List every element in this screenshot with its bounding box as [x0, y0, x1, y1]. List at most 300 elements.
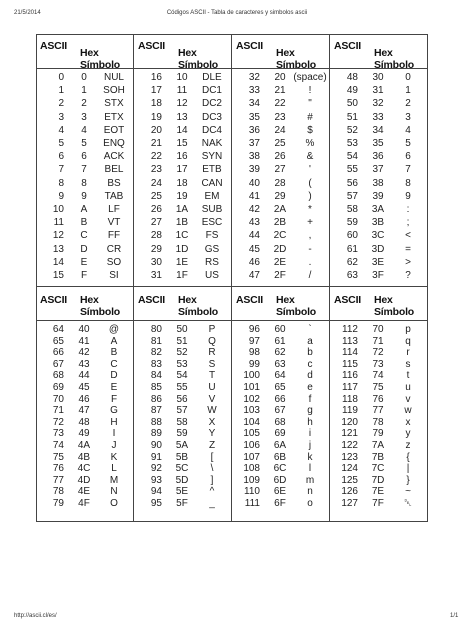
symbol-cell: Y [208, 428, 216, 440]
symbol-cell: US [205, 270, 219, 281]
hex-cell: 26 [274, 151, 286, 163]
decimal-cell: 102 [243, 393, 260, 405]
symbol-cell: V [208, 393, 216, 405]
ascii-quadrant [330, 34, 428, 287]
symbol-cell: Z [208, 440, 216, 451]
symbol-cell: ? [405, 270, 411, 281]
symbol-cell: 5 [405, 138, 411, 149]
hex-cell: 3D [371, 243, 385, 255]
header-hex-symbol: Hex Símbolo [374, 294, 415, 318]
decimal-cell: 59 [346, 217, 358, 229]
table-row [36, 164, 133, 177]
hex-cell: 66 [274, 393, 286, 405]
symbol-cell: B [110, 347, 118, 359]
table-row [36, 138, 133, 151]
hex-cell: 23 [274, 111, 286, 123]
ascii-quadrant [36, 34, 134, 287]
hex-cell: 63 [274, 358, 286, 370]
decimal-cell: 120 [341, 416, 358, 428]
decimal-cell: 23 [150, 164, 162, 176]
decimal-cell: 96 [248, 324, 260, 335]
decimal-cell: 45 [248, 243, 260, 255]
decimal-cell: 14 [52, 256, 64, 268]
hex-cell: 5F [176, 498, 188, 509]
table-row [36, 191, 133, 204]
hex-cell: 28 [274, 177, 286, 189]
table-row [134, 125, 231, 138]
decimal-cell: 94 [150, 486, 162, 498]
symbol-cell: SOH [103, 85, 125, 97]
symbol-cell: 8 [405, 177, 411, 189]
decimal-cell: 38 [248, 151, 260, 163]
decimal-cell: 35 [248, 111, 260, 123]
hex-cell: 5D [175, 474, 189, 486]
symbol-cell: VT [107, 217, 121, 229]
decimal-cell: 66 [52, 347, 64, 359]
hex-cell: 53 [176, 358, 188, 370]
decimal-cell: 97 [248, 335, 260, 347]
hex-cell: 4C [77, 463, 91, 475]
decimal-cell: 95 [150, 498, 162, 509]
hex-cell: 57 [176, 405, 188, 417]
table-row [232, 191, 329, 204]
decimal-cell: 29 [150, 243, 162, 255]
symbol-cell: s [405, 358, 411, 370]
symbol-cell: d [307, 370, 313, 382]
hex-cell: 2A [273, 204, 287, 215]
decimal-cell: 51 [346, 111, 358, 123]
ascii-table-top-band [36, 34, 428, 287]
hex-cell: 4 [81, 124, 87, 136]
decimal-cell: 114 [342, 347, 358, 359]
header-ascii: ASCII [236, 294, 264, 306]
symbol-cell: ] [210, 474, 214, 486]
table-row [330, 112, 428, 125]
table-row [134, 178, 231, 191]
symbol-cell: T [208, 370, 216, 382]
hex-cell: 12 [176, 98, 188, 110]
table-row [134, 151, 231, 164]
table-row [36, 85, 133, 98]
table-row [134, 72, 231, 85]
hex-cell: 6E [273, 486, 287, 498]
symbol-cell: f [308, 393, 312, 405]
table-row [36, 125, 133, 138]
decimal-cell: 31 [150, 270, 162, 281]
symbol-cell: P [208, 324, 216, 335]
symbol-cell: a [307, 335, 313, 347]
hex-cell: 2C [273, 230, 287, 242]
hex-cell: 29 [274, 190, 286, 202]
decimal-cell: 84 [150, 370, 162, 382]
symbol-cell: | [406, 463, 410, 475]
decimal-cell: 26 [150, 204, 162, 215]
hex-cell: 1 [81, 85, 87, 97]
symbol-cell: EM [204, 190, 220, 202]
header-hex-symbol: Hex Símbolo [374, 47, 415, 71]
table-row [134, 98, 231, 111]
decimal-cell: 6 [58, 151, 64, 163]
symbol-cell: { [406, 451, 410, 463]
header-ascii: ASCII [40, 40, 68, 52]
ascii-quadrant [134, 286, 232, 522]
decimal-cell: 58 [346, 204, 358, 215]
table-row [134, 85, 231, 98]
symbol-cell: DC1 [201, 85, 222, 97]
column-header [134, 286, 231, 321]
decimal-cell: 64 [52, 324, 64, 335]
hex-cell: 6F [274, 498, 286, 509]
symbol-cell: ) [308, 190, 312, 202]
hex-cell: 3E [371, 256, 385, 268]
symbol-cell: FF [107, 230, 121, 242]
decimal-cell: 118 [342, 393, 358, 405]
symbol-cell: 0 [405, 72, 411, 83]
hex-cell: 6A [273, 440, 287, 451]
decimal-cell: 70 [52, 393, 64, 405]
table-row [232, 270, 329, 283]
hex-cell: 6C [273, 463, 287, 475]
symbol-cell: u [405, 382, 411, 393]
table-row [330, 191, 428, 204]
symbol-cell: l [308, 463, 312, 475]
hex-cell: 62 [274, 347, 286, 359]
hex-cell: 5B [175, 451, 189, 463]
symbol-cell: 3 [405, 111, 411, 123]
decimal-cell: 53 [346, 138, 358, 149]
hex-cell: 7C [371, 463, 385, 475]
table-row [232, 98, 329, 111]
symbol-cell: m [305, 474, 315, 486]
decimal-cell: 117 [342, 382, 358, 393]
table-row [232, 257, 329, 270]
hex-cell: 7A [371, 440, 385, 451]
hex-cell: D [80, 243, 88, 255]
decimal-cell: 42 [248, 204, 260, 215]
decimal-cell: 101 [243, 382, 260, 393]
decimal-cell: 52 [346, 124, 358, 136]
symbol-cell: BS [107, 177, 121, 189]
symbol-cell: 1 [405, 85, 411, 97]
hex-cell: 55 [176, 382, 188, 393]
symbol-cell: o [307, 498, 313, 509]
table-row [36, 244, 133, 257]
table-row [330, 204, 428, 217]
table-row [330, 151, 428, 164]
symbol-cell: 2 [405, 98, 411, 110]
decimal-cell: 99 [248, 358, 260, 370]
table-row [330, 125, 428, 138]
table-row [36, 204, 133, 217]
table-row [232, 138, 329, 151]
symbol-cell: e [307, 382, 313, 393]
decimal-cell: 8 [58, 177, 64, 189]
table-row [36, 72, 133, 85]
symbol-cell: CAN [201, 177, 223, 189]
decimal-cell: 73 [52, 428, 64, 440]
decimal-cell: 17 [150, 85, 162, 97]
decimal-cell: 12 [52, 230, 64, 242]
table-row [232, 72, 329, 85]
table-row [36, 257, 133, 270]
decimal-cell: 56 [346, 177, 358, 189]
hex-cell: 1A [175, 204, 189, 215]
decimal-cell: 21 [150, 138, 162, 149]
table-row [134, 112, 231, 125]
decimal-cell: 36 [248, 124, 260, 136]
table-row [36, 178, 133, 191]
symbol-cell: . [308, 256, 312, 268]
symbol-cell: x [405, 416, 411, 428]
hex-cell: 74 [372, 370, 384, 382]
decimal-cell: 61 [346, 243, 358, 255]
symbol-cell: ^ [209, 486, 215, 498]
hex-cell: 1D [175, 243, 189, 255]
symbol-cell: < [405, 230, 411, 242]
decimal-cell: 2 [58, 98, 64, 110]
table-row [330, 270, 428, 283]
decimal-cell: 78 [52, 486, 64, 498]
symbol-cell: F [110, 393, 118, 405]
header-ascii: ASCII [236, 40, 264, 52]
ascii-quadrant [232, 286, 330, 522]
decimal-cell: 34 [248, 98, 260, 110]
hex-cell: 7F [372, 498, 384, 509]
decimal-cell: 122 [341, 440, 358, 451]
decimal-cell: 126 [341, 486, 358, 498]
decimal-cell: 72 [52, 416, 64, 428]
decimal-cell: 100 [243, 370, 260, 382]
hex-cell: 48 [78, 416, 90, 428]
header-hex-symbol: Hex Símbolo [80, 294, 121, 318]
table-row [36, 270, 133, 283]
header-hex-symbol: Hex Símbolo [276, 47, 317, 71]
hex-cell: 16 [176, 151, 188, 163]
symbol-cell: LF [108, 204, 120, 215]
decimal-cell: 69 [52, 382, 64, 393]
decimal-cell: 20 [150, 124, 162, 136]
hex-cell: 31 [372, 85, 384, 97]
hex-cell: F [80, 270, 88, 281]
table-row [134, 164, 231, 177]
decimal-cell: 81 [150, 335, 162, 347]
decimal-cell: 123 [341, 451, 358, 463]
hex-cell: 18 [176, 177, 188, 189]
decimal-cell: 49 [346, 85, 358, 97]
hex-cell: 27 [274, 164, 286, 176]
decimal-cell: 80 [150, 324, 162, 335]
table-row [232, 498, 329, 511]
decimal-cell: 98 [248, 347, 260, 359]
table-row [330, 98, 428, 111]
hex-cell: 65 [274, 382, 286, 393]
table-row [134, 498, 231, 511]
symbol-cell: W [207, 405, 217, 417]
hex-cell: 6D [273, 474, 287, 486]
symbol-cell: H [110, 416, 118, 428]
decimal-cell: 79 [52, 498, 64, 509]
header-ascii: ASCII [138, 40, 166, 52]
hex-cell: 59 [176, 428, 188, 440]
decimal-cell: 74 [52, 440, 64, 451]
symbol-cell: y [405, 428, 411, 440]
hex-cell: 1B [175, 217, 189, 229]
hex-cell: 2E [273, 256, 287, 268]
table-row [232, 204, 329, 217]
decimal-cell: 50 [346, 98, 358, 110]
decimal-cell: 83 [150, 358, 162, 370]
hex-cell: 9 [81, 190, 87, 202]
symbol-cell: ' [309, 164, 311, 176]
decimal-cell: 109 [243, 474, 260, 486]
hex-cell: 69 [274, 428, 286, 440]
hex-cell: 60 [274, 324, 286, 335]
table-row [330, 138, 428, 151]
column-header [134, 34, 231, 69]
symbol-cell: h [307, 416, 313, 428]
hex-cell: 4D [77, 474, 91, 486]
decimal-cell: 55 [346, 164, 358, 176]
symbol-cell: ( [308, 177, 312, 189]
hex-cell: 3F [372, 270, 384, 281]
hex-cell: 32 [372, 98, 384, 110]
hex-cell: 50 [176, 324, 188, 335]
ascii-quadrant [134, 34, 232, 287]
decimal-cell: 86 [150, 393, 162, 405]
decimal-cell: 113 [342, 335, 358, 347]
hex-cell: 4A [77, 440, 91, 451]
hex-cell: 7E [371, 486, 385, 498]
decimal-cell: 5 [58, 138, 64, 149]
hex-cell: 76 [372, 393, 384, 405]
symbol-cell: ACK [103, 151, 125, 163]
decimal-cell: 91 [150, 451, 162, 463]
header-ascii: ASCII [138, 294, 166, 306]
decimal-cell: 105 [243, 428, 260, 440]
symbol-cell: (space) [293, 72, 327, 83]
table-row [36, 98, 133, 111]
decimal-cell: 30 [150, 256, 162, 268]
symbol-cell: 6 [405, 151, 411, 163]
hex-cell: 5E [175, 486, 189, 498]
decimal-cell: 121 [341, 428, 358, 440]
symbol-cell: k [307, 451, 313, 463]
decimal-cell: 11 [53, 217, 64, 229]
symbol-cell: ; [406, 217, 410, 229]
hex-cell: 68 [274, 416, 286, 428]
symbol-cell: X [208, 416, 216, 428]
decimal-cell: 39 [248, 164, 260, 176]
symbol-cell: , [308, 230, 312, 242]
symbol-cell: z [405, 440, 411, 451]
table-row [134, 138, 231, 151]
hex-cell: 67 [274, 405, 286, 417]
hex-cell: 1C [175, 230, 189, 242]
hex-cell: 70 [372, 324, 384, 335]
table-row [232, 125, 329, 138]
decimal-cell: 15 [52, 270, 64, 281]
hex-cell: 38 [372, 177, 384, 189]
symbol-cell: ETB [202, 164, 222, 176]
hex-cell: 72 [372, 347, 384, 359]
column-header [232, 34, 329, 69]
symbol-cell: GS [204, 243, 220, 255]
symbol-cell: = [405, 243, 411, 255]
symbol-cell: p [405, 324, 411, 335]
hex-cell: A [80, 204, 88, 215]
header-hex-symbol: Hex Símbolo [178, 294, 219, 318]
hex-cell: 54 [176, 370, 188, 382]
table-row [36, 230, 133, 243]
hex-cell: B [80, 217, 88, 229]
decimal-cell: 115 [342, 358, 358, 370]
table-row [330, 72, 428, 85]
decimal-cell: 104 [243, 416, 260, 428]
table-row [232, 112, 329, 125]
symbol-cell: A [110, 335, 118, 347]
decimal-cell: 106 [243, 440, 260, 451]
decimal-cell: 54 [346, 151, 358, 163]
page-title: Códigos ASCII - Tabla de caracteres y simbolos ascii [166, 10, 308, 16]
symbol-cell: _ [209, 498, 215, 509]
hex-cell: 1F [176, 270, 188, 281]
hex-cell: 40 [78, 324, 90, 335]
table-row [232, 217, 329, 230]
symbol-cell: S [208, 358, 216, 370]
ascii-quadrant [36, 286, 134, 522]
symbol-cell: v [405, 393, 411, 405]
symbol-cell: 9 [405, 190, 411, 202]
table-row [232, 244, 329, 257]
hex-cell: 14 [176, 124, 188, 136]
symbol-cell: * [308, 204, 312, 215]
symbol-cell: > [405, 256, 411, 268]
decimal-cell: 89 [150, 428, 162, 440]
column-header [36, 34, 133, 69]
hex-cell: 15 [176, 138, 188, 149]
hex-cell: 6B [273, 451, 287, 463]
decimal-cell: 19 [150, 111, 162, 123]
symbol-cell: c [307, 358, 313, 370]
symbol-cell: / [308, 270, 312, 281]
decimal-cell: 9 [58, 190, 64, 202]
decimal-cell: 41 [248, 190, 260, 202]
symbol-cell: ` [308, 324, 312, 335]
symbol-cell: } [406, 474, 410, 486]
symbol-cell: \ [210, 463, 214, 475]
table-row [36, 498, 133, 511]
decimal-cell: 24 [150, 177, 162, 189]
table-row [134, 217, 231, 230]
symbol-cell: 7 [405, 164, 411, 176]
symbol-cell: # [307, 111, 313, 123]
hex-cell: 2 [81, 98, 87, 110]
symbol-cell: @ [108, 324, 120, 335]
hex-cell: C [80, 230, 88, 242]
hex-cell: 8 [81, 177, 87, 189]
header-hex-symbol: Hex Símbolo [80, 47, 121, 71]
hex-cell: 2F [274, 270, 286, 281]
decimal-cell: 75 [52, 451, 64, 463]
column-header [330, 34, 428, 69]
decimal-cell: 127 [341, 498, 358, 509]
symbol-cell: SI [109, 270, 119, 281]
hex-cell: 4F [78, 498, 90, 509]
hex-cell: 3 [81, 111, 87, 123]
symbol-cell: ␡ [404, 498, 412, 509]
hex-cell: 64 [274, 370, 286, 382]
decimal-cell: 47 [248, 270, 260, 281]
